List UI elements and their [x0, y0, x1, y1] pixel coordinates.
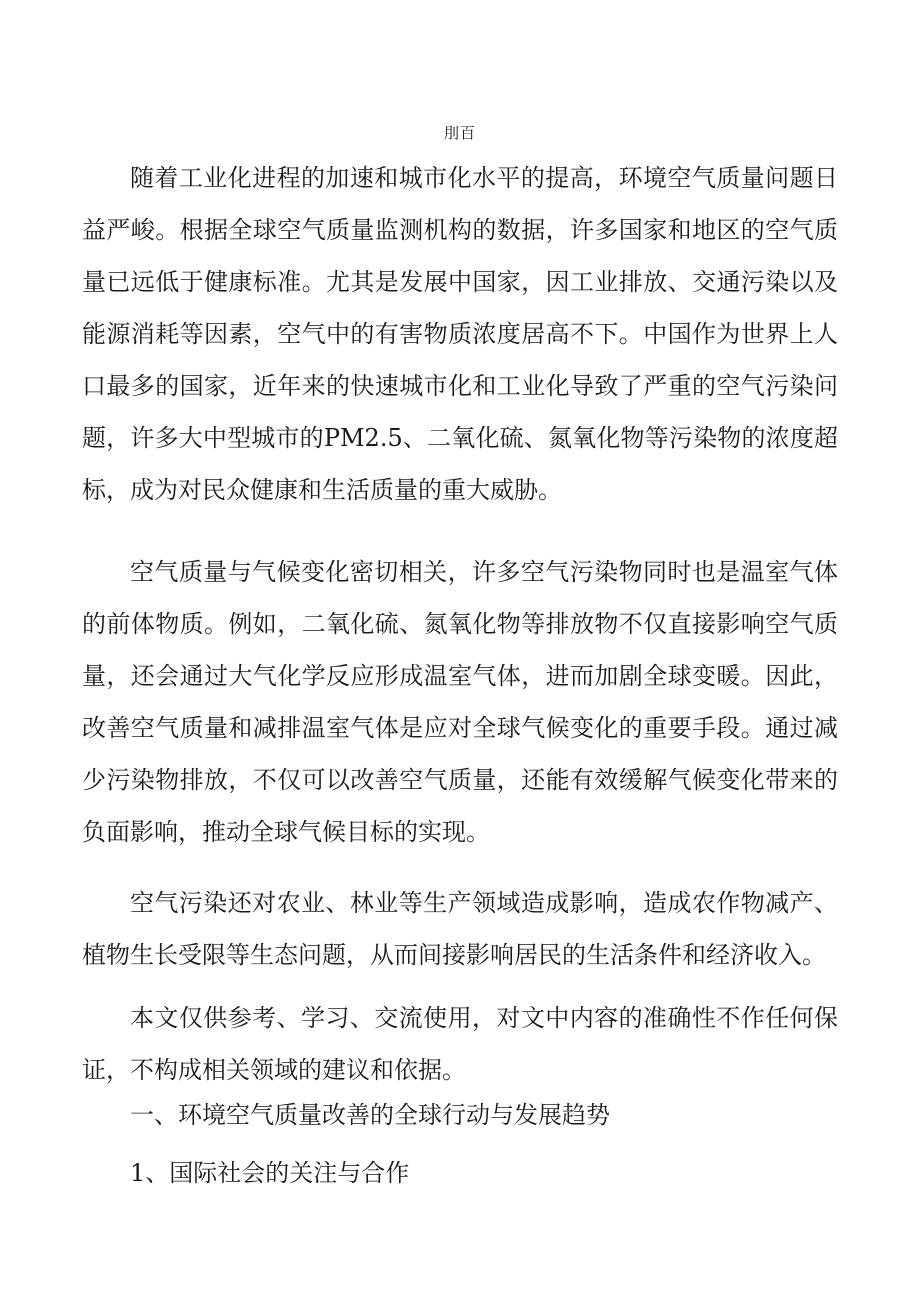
subsection-heading: 1、国际社会的关注与合作: [130, 1159, 410, 1187]
section-heading: 一、环境空气质量改善的全球行动与发展趋势: [130, 1101, 610, 1129]
page-title: 刖百: [443, 124, 476, 142]
paragraph-climate: 空气质量与气候变化密切相关，许多空气污染物同时也是温室气体的前体物质。例如，二氧化硫、氮氧化物等排放物不仅直接影响空气质量，还会通过大气化学反应形成温室气体，进而加剧全球变暖。因此，改善空气质量和减排温室气体是应对全球气候变化的重要手段。通过减少污染物排放，不仅可以改善空气质量，还能有效缓解气候变化带来的负面影响，推动全球气候目标的实现。: [82, 558, 838, 846]
paragraph-disclaimer: 本文仅供参考、学习、交流使用，对文中内容的准确性不作任何保证，不构成相关领域的建议和依据。: [82, 1004, 838, 1084]
paragraph-intro: 随着工业化进程的加速和城市化水平的提高，环境空气质量问题日益严峻。根据全球空气质量监测机构的数据，许多国家和地区的空气质量已远低于健康标准。尤其是发展中国家，因工业排放、交通污染以及能源消耗等因素，空气中的有害物质浓度居高不下。中国作为世界上人口最多的国家，近年来的快速城市化和工业化导致了严重的空气污染问题，许多大中型城市的PM2.5、二氧化硫、氮氧化物等污染物的浓度超标，成为对民众健康和生活质量的重大威胁。: [82, 164, 838, 504]
paragraph-agriculture: 空气污染还对农业、林业等生产领域造成影响，造成农作物减产、植物生长受限等生态问题，从而间接影响居民的生活条件和经济收入。: [82, 889, 838, 969]
